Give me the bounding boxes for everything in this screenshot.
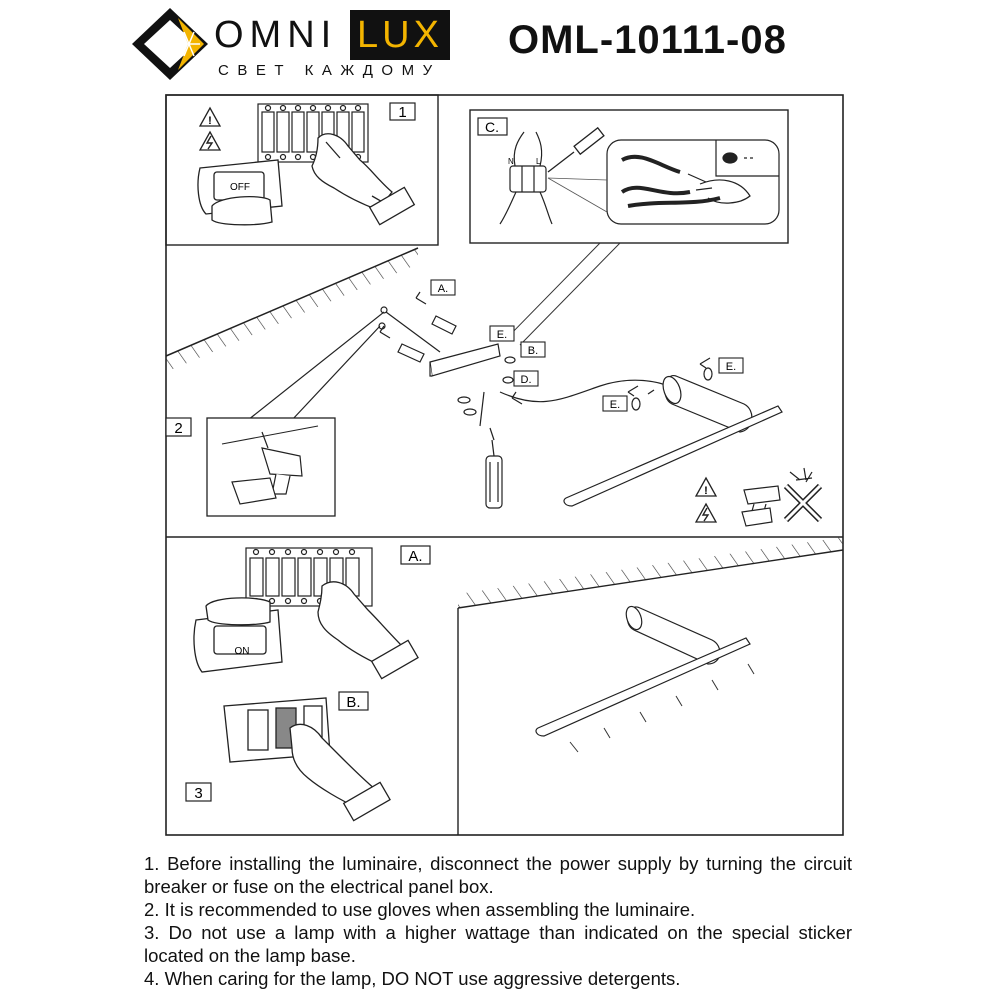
step-1-panel: [166, 95, 438, 245]
step-2-safety-icons: [696, 468, 820, 526]
callout-e-bracket: E.: [496, 329, 508, 341]
callout-e-lamp: E.: [725, 361, 737, 373]
drill-prohibited-icon: [742, 468, 820, 526]
brand-name-omni: OMNI: [214, 14, 338, 56]
warning-icon: [696, 478, 716, 497]
step-1-number: 1: [398, 104, 407, 121]
brand-name-lux: LUX: [350, 10, 450, 60]
callout-b: B.: [527, 345, 539, 357]
wire-label-n: N: [508, 157, 514, 166]
svg-text:!: !: [704, 485, 708, 497]
step-3-panel: [186, 537, 843, 835]
finger-pressing-icon: [290, 724, 390, 820]
step-3-number: 3: [194, 785, 203, 802]
note-1: 1. Before installing the luminaire, disconnect the power supply by turning the circuit breaker or fuse on the electrical panel box.: [144, 853, 852, 897]
callout-d: D.: [520, 374, 532, 386]
electric-hazard-icon: [200, 132, 220, 150]
svg-text:!: !: [208, 115, 212, 127]
callout-a: A.: [437, 283, 449, 295]
note-4: 4. When caring for the lamp, DO NOT use aggressive detergents.: [144, 968, 681, 989]
note-3: 3. Do not use a lamp with a higher wattage than indicated on the special sticker located on the lamp base.: [144, 922, 852, 966]
mounting-bracket-icon: [430, 344, 500, 376]
step-2-panel: [166, 418, 335, 516]
wall-surface: [166, 248, 418, 372]
installed-lamp-icon: [536, 604, 754, 752]
model-code: OML-10111-08: [508, 18, 787, 62]
step-3-label-b: B.: [346, 694, 361, 711]
wire-connection-detail: [607, 140, 779, 224]
switch-off-label: OFF: [230, 182, 250, 193]
step-3-label-a: A.: [408, 548, 423, 565]
switch-on-label: ON: [234, 646, 250, 657]
electric-hazard-icon: [696, 504, 716, 522]
callout-e-cap: E.: [609, 399, 621, 411]
warning-icon: [200, 108, 220, 127]
note-2: 2. It is recommended to use gloves when assembling the luminaire.: [144, 899, 696, 920]
installation-notes: [144, 852, 852, 990]
step-c-panel: [470, 110, 788, 243]
step-2-number: 2: [174, 420, 183, 437]
callout-c: C.: [485, 119, 499, 135]
wall-switch-on-icon: [194, 598, 282, 672]
main-screwdriver-icon: [486, 428, 502, 508]
wall-plug-icon: [398, 316, 456, 362]
lamp-body-icon: [564, 374, 782, 506]
brand-tagline: СВЕТ КАЖДОМУ: [218, 62, 441, 79]
wire-label-l: L: [536, 157, 541, 166]
